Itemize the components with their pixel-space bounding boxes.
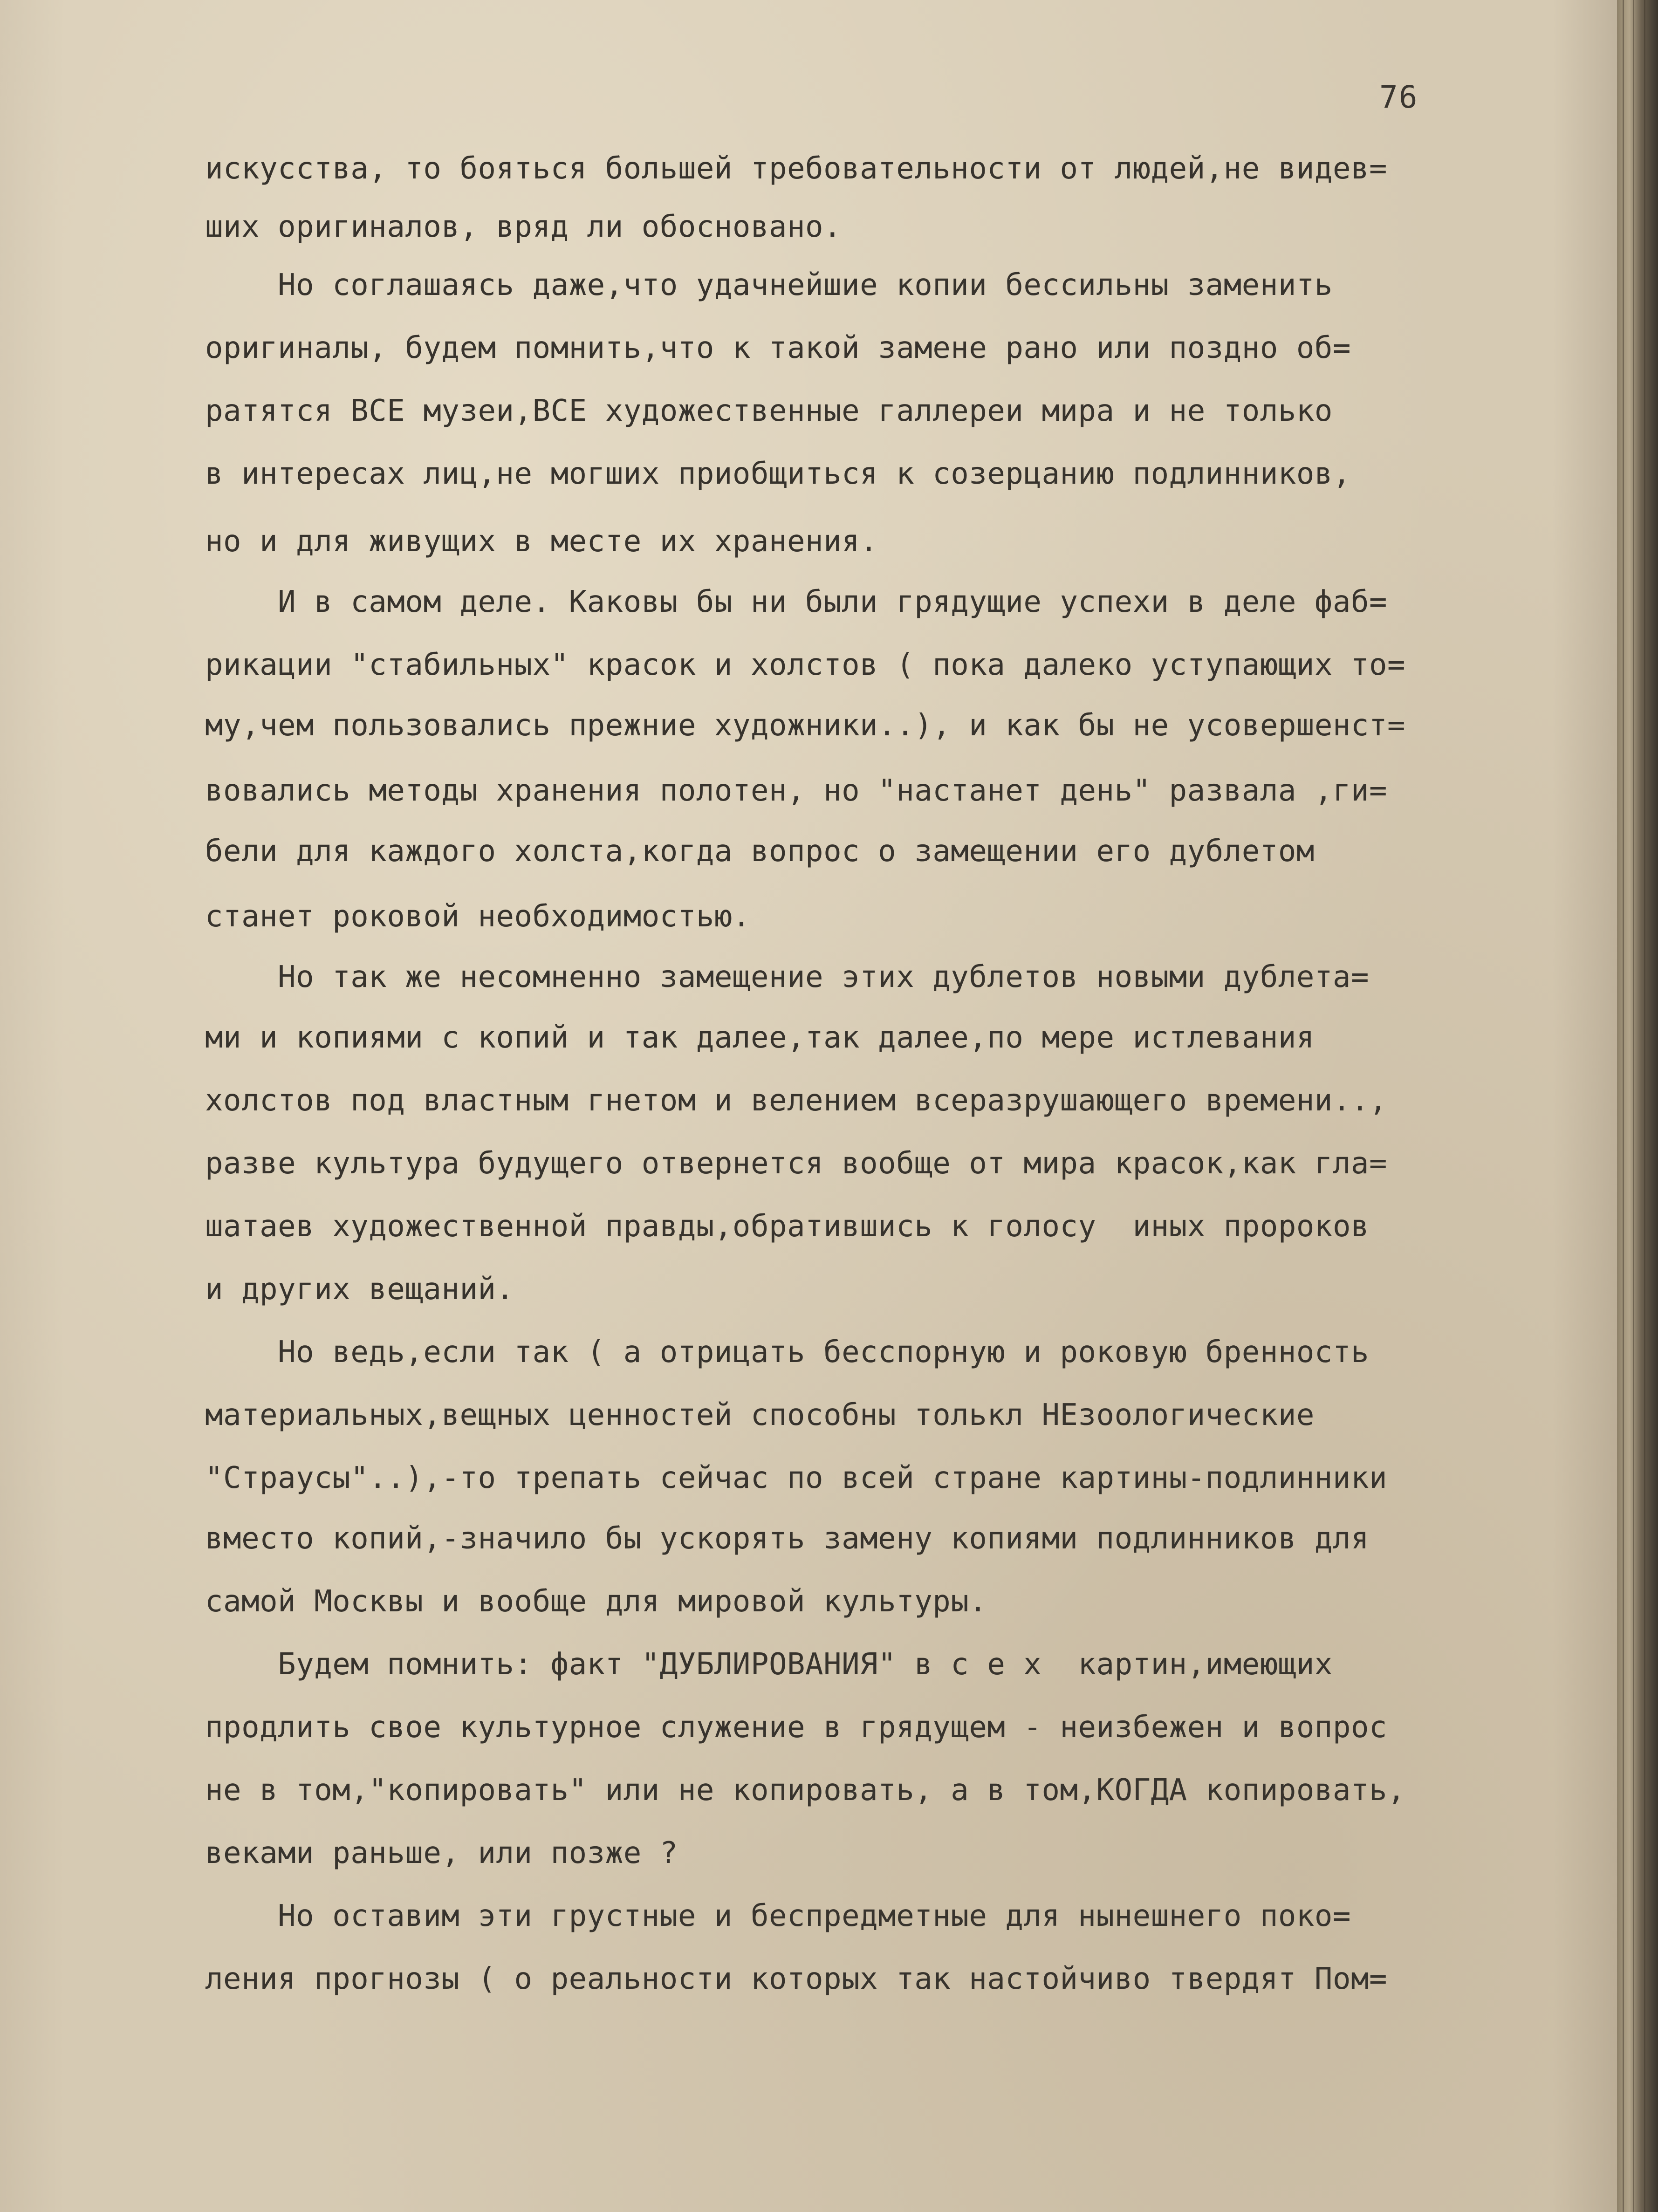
text-line: самой Москвы и вообще для мировой культуры. [205, 1584, 987, 1619]
page-number: 76 [1379, 79, 1418, 115]
text-line: Но соглашаясь даже,что удачнейшие копии бессильны заменить [205, 268, 1333, 302]
text-line: ших оригиналов, вряд ли обосновано. [205, 210, 842, 244]
text-line: вовались методы хранения полотен, но "настанет день" развала ,ги= [205, 774, 1388, 808]
text-line: Но оставим эти грустные и беспредметные для нынешнего поко= [205, 1899, 1351, 1933]
text-line: Но ведь,если так ( а отрицать бесспорную и роковую бренность [205, 1335, 1369, 1370]
text-line: му,чем пользовались прежние художники..), и как бы не усовершенст= [205, 708, 1406, 743]
text-line: ми и копиями с копий и так далее,так далее,по мере истлевания [205, 1020, 1315, 1055]
text-line: материальных,вещных ценностей способны толькл НЕзоологические [205, 1398, 1315, 1432]
text-line: И в самом деле. Каковы бы ни были грядущие успехи в деле фаб= [205, 585, 1388, 619]
text-line: не в том,"копировать" или не копировать, а в том,КОГДА копировать, [205, 1773, 1406, 1808]
text-line: продлить свое культурное служение в грядущем - неизбежен и вопрос [205, 1710, 1388, 1745]
text-line: "Страусы"..),-то трепать сейчас по всей стране картины-подлинники [205, 1461, 1388, 1495]
text-line: рикации "стабильных" красок и холстов ( пока далеко уступающих то= [205, 648, 1406, 682]
text-line: вместо копий,-значило бы ускорять замену копиями подлинников для [205, 1521, 1369, 1556]
text-line: но и для живущих в месте их хранения. [205, 524, 878, 559]
text-line: станет роковой необходимостью. [205, 899, 751, 934]
text-line: оригиналы, будем помнить,что к такой замене рано или поздно об= [205, 331, 1351, 365]
text-line: искусства, то бояться большей требовательности от людей,не видев= [205, 151, 1388, 186]
text-line: ратятся ВСЕ музеи,ВСЕ художественные галлереи мира и не только [205, 394, 1333, 428]
text-line: в интересах лиц,не могших приобщиться к созерцанию подлинников, [205, 457, 1351, 491]
text-line: веками раньше, или позже ? [205, 1836, 678, 1870]
text-line: бели для каждого холста,когда вопрос о замещении его дублетом [205, 834, 1315, 869]
text-line: холстов под властным гнетом и велением всеразрушающего времени.., [205, 1083, 1388, 1118]
text-line: шатаев художественной правды,обратившись к голосу иных пророков [205, 1209, 1369, 1244]
page-edge-binding [1617, 0, 1658, 2212]
text-line: разве культура будущего отвернется вообще от мира красок,как гла= [205, 1146, 1388, 1181]
text-line: и других вещаний. [205, 1272, 514, 1307]
text-line: Но так же несомненно замещение этих дублетов новыми дублета= [205, 960, 1369, 994]
text-line: Будем помнить: факт "ДУБЛИРОВАНИЯ" в с е х картин,имеющих [205, 1647, 1333, 1682]
text-line: ления прогнозы ( о реальности которых так настойчиво твердят Пом= [205, 1962, 1388, 1996]
